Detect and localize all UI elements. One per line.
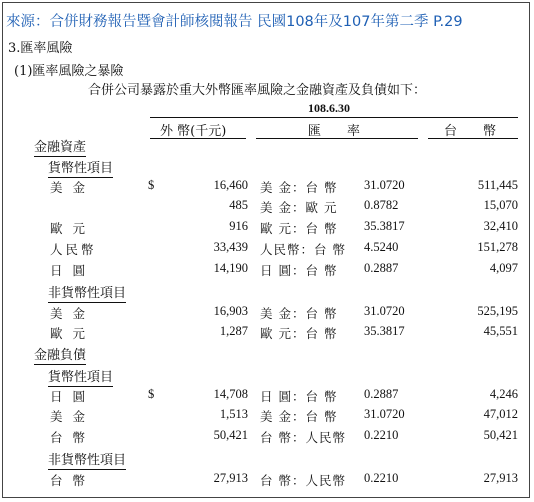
foreign-amount: 14,708: [213, 387, 248, 401]
column-header-twd: 台 幣: [444, 124, 497, 139]
exchange-rate: 0.2887: [364, 387, 399, 401]
foreign-amount: 16,903: [213, 304, 248, 318]
exchange-rate: 0.8782: [364, 198, 399, 212]
currency-label: 美 金: [50, 180, 88, 195]
table-row: [0, 240, 534, 260]
twd-amount: 45,551: [483, 324, 518, 338]
dollar-sign: $: [148, 387, 155, 401]
currency-pair: 美 金：歐 元: [260, 200, 338, 215]
exchange-rate: 31.0720: [364, 178, 405, 192]
currency-pair: 台 幣：人民幣: [260, 430, 346, 445]
currency-pair: 美 金：台 幣: [260, 306, 338, 321]
exchange-rate: 4.5240: [364, 240, 399, 254]
twd-header-rule: [428, 138, 518, 139]
foreign-amount: 1,287: [219, 324, 248, 338]
twd-amount: 50,421: [483, 428, 518, 442]
foreign-amount: 50,421: [213, 428, 248, 442]
foreign-amount: 1,513: [219, 407, 248, 421]
currency-label: 歐 元: [50, 326, 88, 341]
foreign-amount: 485: [229, 198, 248, 212]
currency-label: 歐 元: [50, 221, 88, 236]
currency-pair: 人民幣：台 幣: [260, 242, 346, 257]
table-row: [0, 471, 534, 491]
currency-label: 日 圓: [50, 389, 88, 404]
twd-amount: 4,246: [489, 387, 518, 401]
foreign-header-rule: [150, 138, 246, 139]
twd-amount: 511,445: [477, 178, 518, 192]
section-financial-assets: 金融資產: [34, 136, 86, 157]
section-liabilities-monetary: 貨幣性項目: [48, 366, 113, 387]
currency-label: 日 圓: [50, 263, 88, 278]
table-row: [0, 198, 534, 218]
twd-amount: 32,410: [483, 219, 518, 233]
currency-pair: 美 金：台 幣: [260, 409, 338, 424]
currency-pair: 日 圓：台 幣: [260, 389, 338, 404]
table-row: [0, 428, 534, 448]
column-header-foreign: 外 幣(千元): [160, 124, 227, 139]
section-assets-monetary: 貨幣性項目: [48, 157, 113, 178]
twd-amount: 151,278: [477, 240, 518, 254]
currency-pair: 美 金：台 幣: [260, 180, 338, 195]
twd-amount: 525,195: [477, 304, 518, 318]
table-row: [0, 261, 534, 281]
section-financial-liabilities: 金融負債: [34, 344, 86, 365]
column-header-rate: 匯 率: [308, 124, 361, 139]
exchange-rate: 0.2210: [364, 471, 399, 485]
report-date: 108.6.30: [308, 101, 350, 115]
sub-heading: (1)匯率風險之暴險: [14, 64, 124, 79]
exchange-rate: 0.2210: [364, 428, 399, 442]
section-liabilities-nonmonetary: 非貨幣性項目: [48, 449, 126, 470]
currency-label: 人民幣: [50, 242, 97, 257]
exchange-rate: 31.0720: [364, 304, 405, 318]
currency-label: 美 金: [50, 306, 88, 321]
intro-text: 合併公司暴露於重大外幣匯率風險之金融資產及負債如下：: [88, 83, 427, 98]
currency-label: 台 幣: [50, 430, 88, 445]
table-row: [0, 304, 534, 324]
currency-pair: 歐 元：台 幣: [260, 326, 338, 341]
exchange-rate: 35.3817: [364, 219, 405, 233]
currency-label: 美 金: [50, 409, 88, 424]
foreign-amount: 16,460: [213, 178, 248, 192]
section-assets-nonmonetary: 非貨幣性項目: [48, 282, 126, 303]
table-row: [0, 178, 534, 198]
twd-amount: 15,070: [483, 198, 518, 212]
twd-amount: 27,913: [483, 471, 518, 485]
exchange-rate: 0.2887: [364, 261, 399, 275]
twd-amount: 47,012: [483, 407, 518, 421]
exchange-rate: 31.0720: [364, 407, 405, 421]
currency-pair: 日 圓：台 幣: [260, 263, 338, 278]
source-title: 來源：合併財務報告暨會計師核閱報告 民國108年及107年第二季 P.29: [6, 14, 463, 30]
twd-amount: 4,097: [489, 261, 518, 275]
foreign-amount: 33,439: [213, 240, 248, 254]
foreign-amount: 916: [229, 219, 248, 233]
currency-pair: 歐 元：台 幣: [260, 221, 338, 236]
table-row: [0, 407, 534, 427]
currency-label: 台 幣: [50, 473, 88, 488]
rate-header-rule: [256, 138, 418, 139]
table-row: [0, 324, 534, 344]
dollar-sign: $: [148, 178, 155, 192]
foreign-amount: 27,913: [213, 471, 248, 485]
table-row: [0, 219, 534, 239]
exchange-rate: 35.3817: [364, 324, 405, 338]
section-heading: 3.匯率風險: [8, 41, 73, 56]
table-row: [0, 387, 534, 407]
foreign-amount: 14,190: [213, 261, 248, 275]
date-underline: [150, 117, 518, 118]
currency-pair: 台 幣：人民幣: [260, 473, 346, 488]
